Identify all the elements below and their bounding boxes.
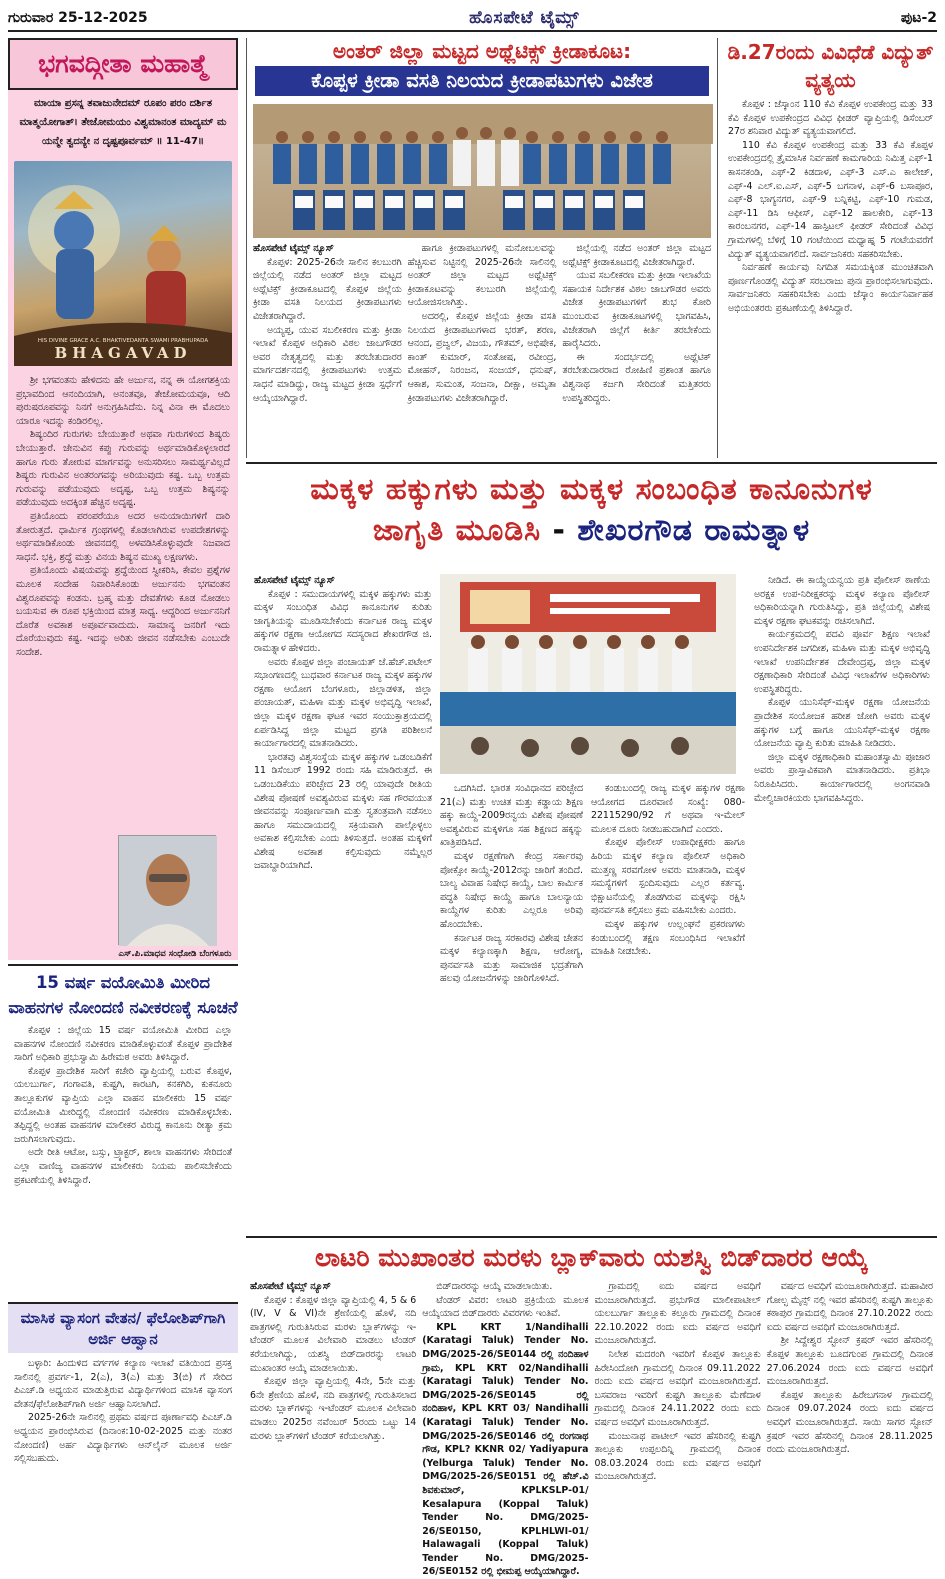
workshop-stage-photo <box>440 574 736 774</box>
athletics-paragraph: ಅದರಲ್ಲಿ, ಕೊಪ್ಪಳ ಜಿಲ್ಲೆಯ ಕ್ರೀಡಾ ವಸತಿ ನಿಲಯದ ಕ್ರೀಡಾಪಟುಗಳಾದ ಭರತ್, ಶರಣ, ಆನಂದ, ಪ್ರಜ್ವಲ್, ವಿಜಯ, ಗೌತಮ್, ಅಭಿಷೇಕ, ಕಾಂತ್ ಕುಮಾರ್, ಸಂತೋಷ, ರವೀಂದ್ರ, ಮೋಹನ್, ನಿರಂಜನ, ಸಂಜಯ್, ಧನುಷ್, ಆಕಾಶ, ಸುಮಂತ, ಸಂಜನಾ, ದೀಕ್ಷಾ, ಅಮೃತಾ ಕ್ರೀಡಾಪಟುಗಳು ವಿಜೇತರಾಗಿದ್ದಾರೆ. <box>407 310 557 404</box>
child-rights-paragraph: ಮಕ್ಕಳ ಹಕ್ಕುಗಳ ಉಲ್ಲಂಘನೆ ಪ್ರಕರಣಗಳು ಕಂಡುಬಂದಲ್ಲಿ ತಕ್ಷಣ ಸಂಬಂಧಿಸಿದ ಇಲಾಖೆಗೆ ಮಾಹಿತಿ ನೀಡಬೇಕು. <box>591 918 745 958</box>
lottery-paragraph: ಟೆಂಡರ್ ವಿವರ: ಲಾಟರಿ ಪ್ರಕ್ರಿಯೆಯ ಮೂಲಕ ಆಯ್ಕೆಯಾದ ಬಿಡ್‌ದಾರರು ವಿವರಗಳು ಇಂತಿವೆ. <box>422 1294 589 1320</box>
lottery-paragraph: ಮಂಜುನಾಥ ಪಾಟೀಲ್ ಇವರ ಹೆಸರಿನಲ್ಲಿ ಕುಷ್ಟಗಿ ತಾಲ್ಲೂಕು ಉಪ್ಪಲದಿನ್ನಿ ಗ್ರಾಮದಲ್ಲಿ ದಿನಾಂಕ 08.03.2024 ರಂದು ಐದು ವರ್ಷದ ಅವಧಿಗೆ ಮಂಜೂರಾಗಿರುತ್ತದೆ. <box>594 1430 761 1483</box>
vehicle-paragraph: ಕೊಪ್ಪಳ ಪ್ರಾದೇಶಿಕ ಸಾರಿಗೆ ಕಚೇರಿ ವ್ಯಾಪ್ತಿಯಲ್ಲಿ ಬರುವ ಕೊಪ್ಪಳ, ಯಲಬುರ್ಗಾ, ಗಂಗಾವತಿ, ಕುಷ್ಟಗಿ, ಕಾರಟಗಿ, ಕನಕಗಿರಿ, ಕುಕನೂರು ತಾಲ್ಲೂಕುಗಳ ವ್ಯಾಪ್ತಿಯ ಎಲ್ಲಾ ವಾಹನ ಮಾಲೀಕರು 15 ವರ್ಷ ವಯೋಮಿತಿ ಮೀರಿದ್ದಲ್ಲಿ ನೋಂದಣಿ ನವೀಕರಣ ಮಾಡಿಕೊಳ್ಳಬೇಕು. ತಪ್ಪಿದ್ದಲ್ಲಿ ಅಂತಹ ವಾಹನಗಳ ಮಾಲೀಕರ ವಿರುದ್ಧ ಕಾನೂನು ರೀತ್ಯಾ ಕ್ರಮ ಜರುಗಿಸಲಾಗುವುದು. <box>14 1065 232 1145</box>
child-rights-paragraph: ಜಿಲ್ಲಾ ಮಕ್ಕಳ ರಕ್ಷಣಾಧಿಕಾರಿ ಮಹಾಂತಸ್ವಾಮಿ ಪೂಜಾರ ಅವರು ಪ್ರಾಸ್ತಾವಿಕವಾಗಿ ಮಾತನಾಡಿದರು. ಪ್ರತಿಭಾ ನಿರೂಪಿಸಿದರು. ಕಾರ್ಯಾಗಾರದಲ್ಲಿ ಅಂಗನವಾಡಿ ಮೇಲ್ವಿಚಾರಕಿಯರು ಭಾಗವಹಿಸಿದ್ದರು. <box>754 751 930 804</box>
lottery-col-1 <box>250 1280 416 1502</box>
stipend-paragraph: ಬಳ್ಳಾರಿ: ಹಿಂದುಳಿದ ವರ್ಗಗಳ ಕಲ್ಯಾಣ ಇಲಾಖೆ ವತಿಯಿಂದ ಪ್ರಸಕ್ತ ಸಾಲಿನಲ್ಲಿ ಪ್ರವರ್ಗ-1, 2(ಎ), 3(ಎ) ಮತ್ತು 3(ಬಿ) ಗೆ ಸೇರಿದ ಪಿಎಚ್.ಡಿ ಅಧ್ಯಯನ ಮಾಡುತ್ತಿರುವ ವಿದ್ಯಾರ್ಥಿಗಳಿಂದ ಮಾಸಿಕ ವ್ಯಾಸಂಗ ವೇತನ/ಫೆಲೋಶಿಪ್‌ಗಾಗಿ ಅರ್ಜಿ ಆಹ್ವಾನಿಸಲಾಗಿದೆ. <box>14 1358 232 1410</box>
child-rights-paragraph: ಕಾರ್ಯಕ್ರಮದಲ್ಲಿ ಪದವಿ ಪೂರ್ವ ಶಿಕ್ಷಣ ಇಲಾಖೆ ಉಪನಿರ್ದೇಶಕ ಜಗದೀಶ, ಮಹಿಳಾ ಮತ್ತು ಮಕ್ಕಳ ಅಭಿವೃದ್ಧಿ ಇಲಾಖೆ ಉಪನಿರ್ದೇಶಕ ದೇವೇಂದ್ರಪ್ಪ, ಜಿಲ್ಲಾ ಮಕ್ಕಳ ರಕ್ಷಣಾಧಿಕಾರಿ ಸೇರಿದಂತೆ ವಿವಿಧ ಇಲಾಖೆಗಳ ಅಧಿಕಾರಿಗಳು ಉಪಸ್ಥಿತರಿದ್ದರು. <box>754 629 930 695</box>
author-portrait-art <box>119 836 217 946</box>
athletes-photo-art <box>253 104 713 238</box>
lottery-paragraph: ವರ್ಷದ ಅವಧಿಗೆ ಮಂಜೂರಾಗಿರುತ್ತದೆ. ಮಹಾವೀರ ಗೋಲ್ಛ ಮೈನ್ಸ್ ನಲ್ಲಿ ಇವರ ಹೆಸರಿನಲ್ಲಿ ಕುಷ್ಟಗಿ ತಾಲ್ಲೂಕು ಕಠಾಪುರ ಗ್ರಾಮದಲ್ಲಿ ದಿನಾಂಕ 27.10.2022 ರಂದು ಐದು ವರ್ಷದ ಅವಧಿಗೆ ಮಂಜೂರಾಗಿರುತ್ತದೆ. <box>766 1281 933 1333</box>
power-paragraph: ನಿರ್ವಹಣೆ ಕಾರ್ಯವು ನಿಗದಿತ ಸಮಯಕ್ಕಿಂತ ಮುಂಚಿತವಾಗಿ ಪೂರ್ಣಗೊಂಡಲ್ಲಿ ವಿದ್ಯುತ್ ಸರಬರಾಜು ಪುನಃ ಪ್ರಾರಂಭಿಸಲಾಗುವುದು. ಸಾರ್ವಜನಿಕರು ಸಹಕರಿಸಬೇಕು ಎಂದು ಜೆಸ್ಕಾಂ ಕಾರ್ಯನಿರ್ವಾಹಕ ಅಭಿಯಂತರರು ಪ್ರಕಟಣೆಯಲ್ಲಿ ತಿಳಿಸಿದ್ದಾರೆ. <box>728 262 933 314</box>
child-rights-paragraph: ಒದಗಿಸಿದೆ. ಭಾರತ ಸಂವಿಧಾನದ ಪರಿಚ್ಛೇದ 21(ಎ) ಮತ್ತು ಉಚಿತ ಮತ್ತು ಕಡ್ಡಾಯ ಶಿಕ್ಷಣ ಹಕ್ಕು ಕಾಯ್ದೆ-2009ರನ್ವಯ ವಿಶೇಷ ಪೋಷಣೆ ಅವಶ್ಯವಿರುವ ಮಕ್ಕಳಿಗೂ ಸಹ ಶಿಕ್ಷಣದ ಹಕ್ಕನ್ನು ಖಾತ್ರಿಪಡಿಸಿದೆ. <box>440 783 583 849</box>
child-rights-paragraph: ಕೊಪ್ಪಳ : ಸಮುದಾಯಗಳಲ್ಲಿ ಮಕ್ಕಳ ಹಕ್ಕುಗಳು ಮತ್ತು ಮಕ್ಕಳ ಸಂಬಂಧಿತ ವಿವಿಧ ಕಾನೂನುಗಳ ಕುರಿತು ಜಾಗೃತಿಯನ್ನು ಮೂಡಿಸಬೇಕೆಂದು ಕರ್ನಾಟಕ ರಾಜ್ಯ ಮಕ್ಕಳ ಹಕ್ಕುಗಳ ರಕ್ಷಣಾ ಆಯೋಗದ ಸದಸ್ಯರಾದ ಶೇಖರಗೌಡ ಜಿ. ರಾಮತ್ನಾಳ ಹೇಳಿದರು. <box>254 588 432 654</box>
stipend-body <box>8 1353 238 1493</box>
newspaper-name: ಹೊಸಪೇಟೆ ಟೈಮ್ಸ್ <box>469 8 580 28</box>
masthead <box>8 6 937 32</box>
page-number: ಪುಟ-2 <box>900 10 937 26</box>
athletics-col-3 <box>562 242 711 426</box>
workshop-photo-art <box>440 574 736 774</box>
child-rights-headline-2 <box>246 510 937 552</box>
headline-separator: - <box>541 513 578 548</box>
child-rights-col-1 <box>254 574 432 1214</box>
gita-paragraph: ಪ್ರತಿಯೊಂದು ಪರಂಪರೆಯೂ ಅದರ ಅನುಯಾಯಿಗಳಿಗೆ ದಾರಿ ತೋರುತ್ತದೆ. ಧಾರ್ಮಿಕ ಗ್ರಂಥಗಳಲ್ಲಿ ಕೊಡಲಾಗಿರುವ ಉಪದೇಶಗಳನ್ನು ಅರ್ಥಮಾಡಿಕೊಂಡು ಜೀವನದಲ್ಲಿ ಅಳವಡಿಸಿಕೊಳ್ಳುವುದೇ ನಿಜವಾದ ಸಾಧನೆ. ಭಕ್ತಿ, ಶ್ರದ್ಧೆ ಮತ್ತು ವಿನಯ ಶಿಷ್ಯನ ಮುಖ್ಯ ಲಕ್ಷಣಗಳು. <box>16 510 230 563</box>
athletics-paragraph: ಯುವ ಸಬಲೀಕರಣ ಮತ್ತು ಕ್ರೀಡಾ ಇಲಾಖೆಯ ಸಹಾಯಕ ನಿರ್ದೇಶಕ ವಿಠಲ ಜಾಬಗೌಡರ ಅವರು ವಿಜೇತ ಕ್ರೀಡಾಪಟುಗಳಿಗೆ ಶುಭ ಕೋರಿ ಮುಂಬರುವ ಕ್ರೀಡಾಕೂಟಗಳಲ್ಲಿ ಭಾಗವಹಿಸಿ, ವಿಜೇತರಾಗಿ ಜಿಲ್ಲೆಗೆ ಕೀರ್ತಿ ತರಬೇಕೆಂದು ಹಾರೈಸಿದರು. <box>562 270 712 350</box>
vehicle-paragraph: ಅದೇ ರೀತಿ ಆಟೋ, ಬಸ್ಸು, ಟ್ರ್ಯಾಕ್ಟರ್, ಶಾಲಾ ವಾಹನಗಳು ಸೇರಿದಂತೆ ಎಲ್ಲಾ ವಾಣಿಜ್ಯ ವಾಹನಗಳ ಮಾಲೀಕರು ನಿಯಮ ಪಾಲಿಸಬೇಕೆಂದು ಪ್ರಕಟಣೆಯಲ್ಲಿ ತಿಳಿಸಿದ್ದಾರೆ. <box>14 1147 232 1186</box>
athletics-paragraph: ಹಾಗೂ ಕ್ರೀಡಾಪಟುಗಳಲ್ಲಿ ಮನೋಬಲವನ್ನು ಹೆಚ್ಚಿಸುವ ನಿಟ್ಟಿನಲ್ಲಿ 2025-26ನೇ ಸಾಲಿನಲ್ಲಿ ಅಂತರ್ ಜಿಲ್ಲಾ ಮಟ್ಟದ ಅಥ್ಲೆಟಿಕ್ಸ್ ಕ್ರೀಡಾಕೂಟವನ್ನು ಕಲಬುರಗಿ ಜಿಲ್ಲೆಯಲ್ಲಿ ಆಯೋಜಿಸಲಾಗಿತ್ತು. <box>407 243 557 309</box>
lottery-paragraph: ಶ್ರೀ ಸಿದ್ದೇಶ್ವರ ಸ್ಟೋನ್ ಕ್ರಷರ್ ಇವರ ಹೆಸರಿನಲ್ಲಿ ಕೊಪ್ಪಳ ತಾಲ್ಲೂಕು ಬೂದಗುಂಪ ಗ್ರಾಮದಲ್ಲಿ ದಿನಾಂಕ 27.06.2024 ರಂದು ಐದು ವರ್ಷದ ಅವಧಿಗೆ ಮಂಜೂರಾಗಿರುತ್ತದೆ. <box>766 1335 933 1388</box>
stipend-title: ಮಾಸಿಕ ವ್ಯಾಸಂಗ ವೇತನ/ ಫೆಲೋಶಿಪ್‌ಗಾಗಿ ಅರ್ಜಿ ಆಹ್ವಾನ <box>8 1304 238 1353</box>
child-rights-headline-1: ಮಕ್ಕಳ ಹಕ್ಕುಗಳು ಮತ್ತು ಮಕ್ಕಳ ಸಂಬಂಧಿತ ಕಾನೂನುಗಳ <box>310 472 873 507</box>
painting-word: BHAGAVAD <box>54 344 192 362</box>
child-rights-col-2 <box>440 782 583 1202</box>
sand-lottery-article <box>246 1236 937 1578</box>
lottery-paragraph: ಬಿಡ್‌ದಾರರನ್ನು ಆಯ್ಕೆ ಮಾಡಲಾಯಿತು. <box>436 1281 553 1292</box>
lottery-paragraph: ನಿಲೇಶ ಮದರಂಗಿ ಇವರಿಗೆ ಕೊಪ್ಪಳ ತಾಲ್ಲೂಕು ಹಿರೇಸಿಂದೋಗಿ ಗ್ರಾಮದಲ್ಲಿ ದಿನಾಂಕ 09.11.2022 ರಂದು ಐದು ವರ್ಷದ ಅವಧಿಗೆ ಮಂಜೂರಾಗಿರುತ್ತದೆ. ಬಸವರಾಜ ಇವರಿಗೆ ಕುಷ್ಟಗಿ ತಾಲ್ಲೂಕು ಮೆಣೆದಾಳ ಗ್ರಾಮದಲ್ಲಿ ದಿನಾಂಕ 24.11.2022 ರಂದು ಐದು ವರ್ಷದ ಅವಧಿಗೆ ಮಂಜೂರಾಗಿರುತ್ತದೆ. <box>594 1348 761 1428</box>
lottery-col-2 <box>422 1280 589 1578</box>
child-rights-paragraph: ಕರ್ನಾಟಕ ರಾಜ್ಯ ಸರಕಾರವು ವಿಶೇಷ ಚೇತನ ಮಕ್ಕಳ ಕಲ್ಯಾಣಕ್ಕಾಗಿ ಶಿಕ್ಷಣ, ಆರೋಗ್ಯ, ಪುನರ್ವಸತಿ ಮತ್ತು ಸಾಮಾಜಿಕ ಭದ್ರತೆಗಾಗಿ ಹಲವು ಯೋಜನೆಗಳನ್ನು ಜಾರಿಗೊಳಿಸಿದೆ. <box>440 932 583 985</box>
child-rights-paragraph: ನೀಡಿದೆ. ಈ ಕಾಯ್ದೆಯನ್ವಯ ಪ್ರತಿ ಪೊಲೀಸ್ ಠಾಣೆಯ ಅರಕ್ಷಕ ಉಪ-ನಿರೀಕ್ಷಕರನ್ನು ಮಕ್ಕಳ ಕಲ್ಯಾಣ ಪೊಲೀಸ್ ಅಧಿಕಾರಿಯನ್ನಾಗಿ ಗುರುತಿಸಿದ್ದು, ಪ್ರತಿ ಜಿಲ್ಲೆಯಲ್ಲಿ ವಿಶೇಷ ಮಕ್ಕಳ ರಕ್ಷಣಾ ಘಟಕವನ್ನು ರಚಿಸಲಾಗಿದೆ. <box>754 575 930 627</box>
child-rights-byline: ಹೊಸಪೇಟೆ ಟೈಮ್ಸ್ ನ್ಯೂಸ್ <box>254 575 335 586</box>
athletics-paragraph: ಈ ಸಂದರ್ಭದಲ್ಲಿ ಅಥ್ಲೆಟಿಕ್ ತರಬೇತುದಾರರಾದ ರೋಹಿಣಿ ಪ್ರಶಾಂತ ಹಾಗೂ ವಿಶ್ವನಾಥ ಕರ್ಜಗಿ ಸೇರಿದಂತೆ ಮತ್ತಿತರರು ಉಪಸ್ಥಿತರಿದ್ದರು. <box>562 351 712 404</box>
tender-details: KPL KRT 1/Nandihalli (Karatagi Taluk) Tender No. DMG/2025-26/SE0144 ರಲ್ಲಿ ನಂದಿಹಾಳ ಗ್ರಾಮ, KPL KRT 02/Nandihalli (Karatagi Taluk) Tender No. DMG/2025-26/SE0145 ರಲ್ಲಿ ನಂದಿಹಾಳ, KPL KRT 03/ Nandihalli (Karatagi Taluk) Tender No. DMG/2025-26/SE0146 ರಲ್ಲಿ ರಂಗನಾಥ ಗೌಡ, KPL? KKNR 02/ Yadiyapura (Yelburga Taluk) Tender No. DMG/2025-26/SE0151 ರಲ್ಲಿ ಹೆಚ್.ವಿ ಶಿವಕುಮಾರ್, KPLKSLP-01/ Kesalapura (Koppal Taluk) Tender No. DMG/2025-26/SE0150, KPLHLWI-01/ Halawagali (Koppal Taluk) Tender No. DMG/2025-26/SE0152 ರಲ್ಲಿ ಭೀಮಪ್ಪ ಆಯ್ಕೆಯಾಗಿದ್ದಾರೆ. <box>422 1321 589 1578</box>
vehicle-title: 15 ವರ್ಷ ವಯೋಮಿತಿ ಮೀರಿದ ವಾಹನಗಳ ನೋಂದಣಿ ನವೀಕರಣಕ್ಕೆ ಸೂಚನೆ <box>8 973 238 1017</box>
athletics-paragraph: ಅಯ್ಯಪ್ಪ, ಯುವ ಸಬಲೀಕರಣ ಮತ್ತು ಕ್ರೀಡಾ ಇಲಾಖೆ ಕೊಪ್ಪಳ ಅಧಿಕಾರಿ ವಿಠಲ ಜಾಬಗೌಡರ ಅವರ ನೇತೃತ್ವದಲ್ಲಿ ಮತ್ತು ತರಬೇತುದಾರರ ಮಾರ್ಗದರ್ಶನದಲ್ಲಿ ಕ್ರೀಡಾಪಟುಗಳು ಉತ್ತಮ ಸಾಧನೆ ಮಾಡಿದ್ದು, ರಾಜ್ಯ ಮಟ್ಟದ ಕ್ರೀಡಾ ಸ್ಪರ್ಧೆಗೆ ಆಯ್ಕೆಯಾಗಿದ್ದಾರೆ. <box>253 324 402 404</box>
lottery-paragraph: ಕೊಪ್ಪಳ ಜಿಲ್ಲಾ ವ್ಯಾಪ್ತಿಯಲ್ಲಿ 4ನೇ, 5ನೇ ಮತ್ತು 6ನೇ ಶ್ರೇಣಿಯ ಹೊಳೆ, ನದಿ ಪಾತ್ರಗಳಲ್ಲಿ ಗುರುತಿಸಲಾದ ಮರಳು ಬ್ಲಾಕ್‌ಗಳನ್ನು ಇ-ಟೆಂಡರ್ ಮೂಲಕ ವಿಲೇವಾರಿ ಮಾಡಲು 2025ರ ನವೆಂಬರ್ 5ರಂದು ಒಟ್ಟು 14 ಮರಳು ಬ್ಲಾಕ್‌ಗಳಿಗೆ ಟೆಂಡರ್ ಕರೆಯಲಾಗಿತ್ತು. <box>250 1376 417 1442</box>
power-title: ಡಿ.27ರಂದು ವಿವಿಧೆಡೆ ವಿದ್ಯುತ್ ವ್ಯತ್ಯಯ <box>727 40 934 92</box>
athletes-group-photo <box>253 104 711 238</box>
athletics-paragraph: ಕೊಪ್ಪಳ: 2025-26ನೇ ಸಾಲಿನ ಕಲಬುರಗಿ ಜಿಲ್ಲೆಯಲ್ಲಿ ನಡೆದ ಅಂತರ್ ಜಿಲ್ಲಾ ಮಟ್ಟದ ಅಥ್ಲೆಟಿಕ್ಸ್ ಕ್ರೀಡಾಕೂಟದಲ್ಲಿ ಕೊಪ್ಪಳ ಜಿಲ್ಲೆಯ ಕ್ರೀಡಾ ವಸತಿ ನಿಲಯದ ಕ್ರೀಡಾಪಟುಗಳು ವಿಜೇತರಾಗಿದ್ದಾರೆ. <box>253 256 402 322</box>
lottery-paragraph: ಗ್ರಾಮದಲ್ಲಿ ಐದು ವರ್ಷದ ಅವಧಿಗೆ ಮಂಜೂರಾಗಿರುತ್ತದೆ. ಪ್ರಭುಗೌಡ ಮಾಲೀಪಾಟೀಲ್ ಯಲಬುರ್ಗಾ ತಾಲ್ಲೂಕು ಕಲ್ಲೂರು ಗ್ರಾಮದಲ್ಲಿ ದಿನಾಂಕ 22.10.2022 ರಂದು ಐದು ವರ್ಷದ ಅವಧಿಗೆ ಮಂಜೂರಾಗಿರುತ್ತದೆ. <box>594 1281 761 1347</box>
lottery-paragraph: ಕೊಪ್ಪಳ ತಾಲ್ಲೂಕು ಹಿರೇಬಗನಾಳ ಗ್ರಾಮದಲ್ಲಿ ದಿನಾಂಕ 09.07.2024 ರಂದು ಐದು ವರ್ಷದ ಅವಧಿಗೆ ಮಂಜೂರಾಗಿರುತ್ತದೆ. ಸಾಯಿ ಸಾಗರ ಸ್ಟೋನ್ ಕ್ರಷರ್ ಇವರ ಹೆಸರಿನಲ್ಲಿ ದಿನಾಂಕ 28.11.2025 ರಂದು ಮಂಜೂರಾಗಿರುತ್ತದೆ. <box>766 1389 933 1456</box>
child-rights-col-4 <box>754 574 930 1214</box>
child-rights-paragraph: ಕೊಪ್ಪಳ ಯುನಿಸೆಫ್-ಮಕ್ಕಳ ರಕ್ಷಣಾ ಯೋಜನೆಯ ಪ್ರಾದೇಶಿಕ ಸಂಯೋಜಕ ಹರೀಶ ಜೋಗಿ ಅವರು ಮಕ್ಕಳ ಹಕ್ಕುಗಳ ಬಗ್ಗೆ ಹಾಗೂ ಯುನಿಸೆಫ್-ಮಕ್ಕಳ ರಕ್ಷಣಾ ಯೋಜನೆಯ ವ್ಯಾಪ್ತಿ ಕುರಿತು ಮಾಹಿತಿ ನೀಡಿದರು. <box>754 697 930 750</box>
athletics-col-2 <box>408 242 557 426</box>
author-photo <box>118 835 216 945</box>
painting-tagline: HIS DIVINE GRACE A.C. BHAKTIVEDANTA SWAMI PRABHUPADA <box>37 338 209 344</box>
lottery-columns <box>246 1276 937 1578</box>
power-body <box>724 94 937 444</box>
athletics-col-1 <box>253 242 402 426</box>
athletics-byline: ಹೊಸಪೇಟೆ ಟೈಮ್ಸ್ ನ್ಯೂಸ್ <box>253 243 334 254</box>
gita-verse: ಮಾಯಾ ಪ್ರಸನ್ನ ತವಾಜುನೇದಮ್ ರೂಪಂ ಪರಂ ದರ್ಶಿತ ಮಾತ್ಮಯೋಗಾತ್। ತೇಜೋಮಯಂ ವಿಶ್ವಮಾನಂತ ಮಾದ್ಯಮ್ ಮ ಯನ್ಮೇ ತ್ವದನ್ಯೇ ನ ದೃಷ್ಟಪೂರ್ವಮ್ ॥ 11-47॥ <box>19 98 227 147</box>
child-rights-paragraph: ಭಾರತವು ವಿಶ್ವಸಂಸ್ಥೆಯ ಮಕ್ಕಳ ಹಕ್ಕುಗಳ ಒಡಂಬಡಿಕೆಗೆ 11 ಡಿಸೆಂಬರ್ 1992 ರಂದು ಸಹಿ ಮಾಡಿರುತ್ತದೆ. ಈ ಒಡಂಬಡಿಕೆಯು ಪರಿಚ್ಛೇದ 23 ರಲ್ಲಿ ಯಾವುದೇ ರೀತಿಯ ವಿಶೇಷ ಪೋಷಣೆ ಅವಶ್ಯವಿರುವ ಮಕ್ಕಳು ಸಹ ಗೌರವಯುತ ಜೀವನವನ್ನು ಸಂಪೂರ್ಣವಾಗಿ ಮತ್ತು ಸ್ವತಂತ್ರವಾಗಿ ನಡೆಸಲು ಹಾಗೂ ಸಮುದಾಯದಲ್ಲಿ ಸಕ್ರಿಯವಾಗಿ ಪಾಲ್ಗೊಳ್ಳಲು ಅವಕಾಶ ಕಲ್ಪಿಸಬೇಕು ಎಂದು ತಿಳಿಸುತ್ತದೆ. ಅಂತಹ ಮಕ್ಕಳಿಗೆ ವಿಶೇಷ ಅವಕಾಶ ಕಲ್ಪಿಸುವುದು ನಮ್ಮೆಲ್ಲರ ಜವಾಬ್ದಾರಿಯಾಗಿದೆ. <box>254 751 432 872</box>
athletics-columns <box>247 238 717 426</box>
child-rights-col-3 <box>591 782 745 1202</box>
athletics-article <box>246 38 718 458</box>
power-paragraph: ಕೊಪ್ಪಳ : ಜೆಸ್ಕಾಂನ 110 ಕೆವಿ ಕೊಪ್ಪಳ ಉಪಕೇಂದ್ರ ಮತ್ತು 33 ಕೆವಿ ಕೊಪ್ಪಳ ಉಪಕೇಂದ್ರದ ವಿವಿಧ ಫೀಡರ್ ವ್ಯಾಪ್ತಿಯಲ್ಲಿ ಡಿಸೆಂಬರ್ 27ರ ಶನಿವಾರ ವಿದ್ಯುತ್ ವ್ಯತ್ಯಯವಾಗಲಿದೆ. <box>728 99 933 138</box>
headline-part-b: ಶೇಖರಗೌಡ ರಾಮತ್ನಾಳ <box>577 513 811 548</box>
gita-paragraph: ಶ್ರೀ ಭಗವಂತನು ಹೇಳಿದನು ಹೇ ಅರ್ಜುನ, ನನ್ನ ಈ ಯೋಗಶಕ್ತಿಯ ಪ್ರಭಾವದಿಂದ ಆನಂದಿಯಾಗಿ, ಅನಂತವೂ, ತೇಜೋಮಯವೂ, ಆದಿ ಪುರುಷರೂಪವನ್ನು ನಿನಗೆ ಅನುಗ್ರಹಿಸಿದೆನು. ನಿನ್ನ ವಿನಾ ಈ ಮೊದಲು ಯಾರೂ ಇದನ್ನು ಕಂಡಿರಲಿಲ್ಲ. <box>16 375 230 427</box>
painting-scene-art <box>14 161 232 366</box>
child-rights-paragraph: ಕೊಪ್ಪಳ ಪೊಲೀಸ್ ಉಪಾಧೀಕ್ಷಕರು ಹಾಗೂ ಹಿರಿಯ ಮಕ್ಕಳ ಕಲ್ಯಾಣ ಪೊಲೀಸ್ ಅಧಿಕಾರಿ ಮುತ್ತಣ್ಣ ಸರವಗೋಳ ಅವರು ಮಾತನಾಡಿ, ಮಕ್ಕಳ ಸಮಸ್ಯೆಗಳಿಗೆ ಸ್ಪಂದಿಸುವುದು ಎಲ್ಲರ ಕರ್ತವ್ಯ. ಭಿಕ್ಷಾಟನೆಯಲ್ಲಿ ತೊಡಗಿರುವ ಮಕ್ಕಳನ್ನು ರಕ್ಷಿಸಿ ಪುನರ್ವಸತಿ ಕಲ್ಪಿಸಲು ಕ್ರಮ ವಹಿಸಬೇಕು ಎಂದರು. <box>591 837 745 917</box>
author-name: ಎಸ್.ಪಿ.ಮಾಧವ ಸಂಧೋಡಿ ಬೆಂಗಳೂರು <box>118 949 232 959</box>
vehicle-renewal-article <box>8 964 238 1300</box>
power-outage-article <box>724 38 937 458</box>
lottery-paragraph: ಕೊಪ್ಪಳ : ಕೊಪ್ಪಳ ಜಿಲ್ಲಾ ವ್ಯಾಪ್ತಿಯಲ್ಲಿ 4, 5 & 6 (IV, V & VI)ನೇ ಶ್ರೇಣಿಯಲ್ಲಿ ಹೊಳೆ, ನದಿ ಪಾತ್ರಗಳಲ್ಲಿ ಗುರುತಿಸಿರುವ ಮರಳು ಬ್ಲಾಕ್‌ಗಳನ್ನು ಇ-ಟೆಂಡರ್ ಮೂಲಕ ವಿಲೇವಾರಿ ಮಾಡಲು ಟೆಂಡರ್ ಕರೆಯಲಾಗಿದ್ದು, ಯಶಸ್ವಿ ಬಿಡ್‌ದಾರರನ್ನು ಲಾಟರಿ ಮುಖಾಂತರ ಆಯ್ಕೆ ಮಾಡಲಾಯಿತು. <box>250 1294 417 1374</box>
child-rights-paragraph: ಮಕ್ಕಳ ರಕ್ಷಣೆಗಾಗಿ ಕೇಂದ್ರ ಸರ್ಕಾರವು ಪೋಕ್ಸೋ ಕಾಯ್ದೆ-2012ರನ್ನು ಜಾರಿಗೆ ತಂದಿದೆ. ಬಾಲ್ಯ ವಿವಾಹ ನಿಷೇಧ ಕಾಯ್ದೆ, ಬಾಲ ಕಾರ್ಮಿಕ ಪದ್ಧತಿ ನಿಷೇಧ ಕಾಯ್ದೆ ಹಾಗೂ ಬಾಲನ್ಯಾಯ ಕಾಯ್ದೆಗಳ ಕುರಿತು ಎಲ್ಲರೂ ಅರಿವು ಹೊಂದಬೇಕು. <box>440 850 583 930</box>
stipend-article <box>8 1302 238 1498</box>
vehicle-body <box>8 1020 238 1256</box>
child-rights-paragraph: ಕಂಡುಬಂದಲ್ಲಿ ರಾಜ್ಯ ಮಕ್ಕಳ ಹಕ್ಕುಗಳ ರಕ್ಷಣಾ ಆಯೋಗದ ದೂರವಾಣಿ ಸಂಖ್ಯೆ: 080-22115290/92 ಗೆ ಅಥವಾ ಇ-ಮೇಲ್ ಮೂಲಕ ದೂರು ನೀಡಬಹುದಾಗಿದೆ ಎಂದರು. <box>591 783 745 835</box>
lottery-col-3 <box>595 1280 761 1502</box>
headline-part-a: ಜಾಗೃತಿ ಮೂಡಿಸಿ <box>372 513 542 548</box>
gita-title: ಭಗವದ್ಗೀತಾ ಮಹಾತ್ಮೆ <box>8 38 238 90</box>
athletics-paragraph: ಜಿಲ್ಲೆಯಲ್ಲಿ ನಡೆದ ಅಂತರ್ ಜಿಲ್ಲಾ ಮಟ್ಟದ ಅಥ್ಲೆಟಿಕ್ಸ್ ಕ್ರೀಡಾಕೂಟದಲ್ಲಿ ವಿಜೇತರಾಗಿದ್ದಾರೆ. <box>562 243 712 268</box>
issue-date: ಗುರುವಾರ 25-12-2025 <box>8 10 148 26</box>
lottery-title: ಲಾಟರಿ ಮುಖಾಂತರ ಮರಳು ಬ್ಲಾಕ್‌ವಾರು ಯಶಸ್ವಿ ಬಿಡ್‌ದಾರರ ಆಯ್ಕೆ <box>315 1243 868 1272</box>
gita-paragraph: ಪ್ರತಿಯೊಂದು ವಿಷಯವನ್ನು ಶ್ರದ್ಧೆಯಿಂದ ಸ್ವೀಕರಿಸಿ, ಕೇವಲ ಪ್ರಶ್ನೆಗಳ ಮೂಲಕ ಸಂದೇಹ ನಿವಾರಿಸಿಕೊಂಡು ಅರ್ಜುನನು ಭಗವಂತನ ವಿಶ್ವರೂಪವನ್ನು ಕಂಡನು. ಬ್ರಹ್ಮ ಮತ್ತು ದೇವತೆಗಳು ಕೂಡ ನೋಡಲು ಬಯಸುವ ಈ ರೂಪ ಭಕ್ತಿಯಿಂದ ಮಾತ್ರ ಸಾಧ್ಯ. ಆದ್ದರಿಂದ ಅರ್ಜುನನಿಗೆ ದೊರೆತ ಅವಕಾಶ ಅಪೂರ್ವವಾದುದು. ಸಾಮಾನ್ಯ ಜನರಿಗೆ ಇದು ದೊರೆಯುವುದು ಕಷ್ಟ. ಇದನ್ನು ಅರಿತು ಜೀವನ ನಡೆಸಬೇಕು ಎಂಬುದೇ ಸಂದೇಶ. <box>16 565 230 658</box>
gita-body <box>8 366 238 862</box>
power-paragraph: 110 ಕೆವಿ ಕೊಪ್ಪಳ ಉಪಕೇಂದ್ರ ಮತ್ತು 33 ಕೆವಿ ಕೊಪ್ಪಳ ಉಪಕೇಂದ್ರದಲ್ಲಿ ತ್ರೈಮಾಸಿಕ ನಿರ್ವಹಣೆ ಕಾಮಗಾರಿಯ ನಿಮಿತ್ತ ಎಫ್-1 ಕಾಸನಕಂಡಿ, ಎಫ್-2 ಕಿಡದಾಳ, ಎಫ್-3 ಎಸ್.ಎ ಕಾಲೇಜ್, ಎಫ್-4 ಎಲ್.ಐ.ಎಸ್, ಎಫ್-5 ಬಗನಾಳ, ಎಫ್-6 ಬಸಾಪೂರ, ಎಫ್-8 ಭಾಗ್ಯನಗರ, ಎಫ್-9 ಬನ್ನಿಕಟ್ಟಿ, ಎಫ್-10 ಗುಮಡ, ಎಫ್-11 ಡಿಸಿ ಆಫೀಸ್, ಎಫ್-12 ಹಾಲಕೇರಿ, ಎಫ್-13 ಕಾರಂಬನಗರ, ಎಫ್-14 ಹಾಸ್ಪಿಟಲ್ ಫೀಡರ್ ಸೇರಿದಂತೆ ವಿವಿಧ ಗ್ರಾಮಗಳಲ್ಲಿ ಬೆಳಿಗ್ಗೆ 10 ಗಂಟೆಯಿಂದ ಮಧ್ಯಾಹ್ನ 5 ಗಂಟೆಯವರೆಗೆ ವಿದ್ಯುತ್ ವ್ಯತ್ಯಯವಾಗಲಿದೆ. ಸಾರ್ವಜನಿಕರು ಸಹಕರಿಸಬೇಕು. <box>728 139 933 260</box>
gita-article <box>8 38 238 960</box>
gita-paragraph: ಶಿಷ್ಯಂದಿರ ಗುರುಗಳು ಬೇಯುತ್ತಾರೆ ಅಥವಾ ಗುರುಗಳಿಂದ ಶಿಷ್ಯರು ಬೇಯುತ್ತಾರೆ. ಜೇನುವಿನ ಕಪ್ಪು ಗುರುವನ್ನು ಅರ್ಥಮಾಡಿಕೊಳ್ಳಲಾರದೆ ಹಾಗೂ ಗುರು ತೋರುವ ಮಾರ್ಗವನ್ನು ಅನುಸರಿಸಲು ಸಾಮರ್ಥ್ಯವಿಲ್ಲದೆ ಶಿಷ್ಯರು ಗುರುವಿನ ಅಂತರಂಗವನ್ನು ಅರಿಯುವುದು ಕಷ್ಟ. ಒಬ್ಬ ಉತ್ತಮ ಗುರುವನ್ನು ಪಡೆಯುವುದು ಅದೃಷ್ಟ, ಒಬ್ಬ ಉತ್ತಮ ಶಿಷ್ಯನನ್ನು ಪಡೆಯುವುದು ಅದಕ್ಕಿಂತ ಹೆಚ್ಚಿನ ಅದೃಷ್ಟ. <box>16 429 230 509</box>
athletics-subtitle: ಕೊಪ್ಪಳ ಕ್ರೀಡಾ ವಸತಿ ನಿಲಯದ ಕ್ರೀಡಾಪಟುಗಳು ವಿಜೇತ <box>255 66 709 96</box>
child-rights-article <box>246 462 937 1232</box>
athletics-title: ಅಂತರ್ ಜಿಲ್ಲಾ ಮಟ್ಟದ ಅಥ್ಲೆಟಿಕ್ಸ್ ಕ್ರೀಡಾಕೂಟ: <box>332 39 632 63</box>
krishna-arjuna-painting <box>14 161 232 366</box>
vehicle-paragraph: ಕೊಪ್ಪಳ : ಜಿಲ್ಲೆಯ 15 ವರ್ಷ ವಯೋಮಿತಿ ಮೀರಿದ ಎಲ್ಲಾ ವಾಹನಗಳ ನೋಂದಣಿ ನವೀಕರಣ ಮಾಡಿಕೊಳ್ಳುವಂತೆ ಕೊಪ್ಪಳ ಪ್ರಾದೇಶಿಕ ಸಾರಿಗೆ ಅಧಿಕಾರಿ ಪ್ರಭುಸ್ವಾಮಿ ಹಿರೇಮಠ ಅವರು ತಿಳಿಸಿದ್ದಾರೆ. <box>14 1025 232 1064</box>
lottery-col-4 <box>767 1280 933 1502</box>
lottery-byline: ಹೊಸಪೇಟೆ ಟೈಮ್ಸ್ ನ್ಯೂಸ್ <box>250 1281 331 1292</box>
child-rights-paragraph: ಅವರು ಕೊಪ್ಪಳ ಜಿಲ್ಲಾ ಪಂಚಾಯತ್ ಜೆ.ಹೆಚ್.ಪಟೇಲ್ ಸಭಾಂಗಣದಲ್ಲಿ ಬುಧವಾರ ಕರ್ನಾಟಕ ರಾಜ್ಯ ಮಕ್ಕಳ ಹಕ್ಕುಗಳ ರಕ್ಷಣಾ ಆಯೋಗ ಬೆಂಗಳೂರು, ಜಿಲ್ಲಾಡಳಿತ, ಜಿಲ್ಲಾ ಪಂಚಾಯತ್, ಮಹಿಳಾ ಮತ್ತು ಮಕ್ಕಳ ಅಭಿವೃದ್ಧಿ ಇಲಾಖೆ, ಜಿಲ್ಲಾ ಮಕ್ಕಳ ರಕ್ಷಣಾ ಘಟಕ ಇವರ ಸಂಯುಕ್ತಾಶ್ರಯದಲ್ಲಿ ಏರ್ಪಡಿಸಿದ್ದ ಜಿಲ್ಲಾ ಮಟ್ಟದ ಪ್ರಗತಿ ಪರಿಶೀಲನೆ ಕಾರ್ಯಾಗಾರದಲ್ಲಿ ಮಾತನಾಡಿದರು. <box>254 656 432 750</box>
stipend-paragraph: 2025-26ನೇ ಸಾಲಿನಲ್ಲಿ ಪ್ರಥಮ ವರ್ಷದ ಪೂರ್ಣಾವಧಿ ಪಿಎಚ್.ಡಿ ಅಧ್ಯಯನ ಪ್ರಾರಂಭಿಸಿರುವ (ದಿನಾಂಕ:10-02-2025 ಮತ್ತು ನಂತರ ನೋಂದಣಿ) ಅರ್ಹ ವಿದ್ಯಾರ್ಥಿಗಳು ಆನ್‌ಲೈನ್ ಮೂಲಕ ಅರ್ಜಿ ಸಲ್ಲಿಸಬಹುದು. <box>14 1412 232 1465</box>
